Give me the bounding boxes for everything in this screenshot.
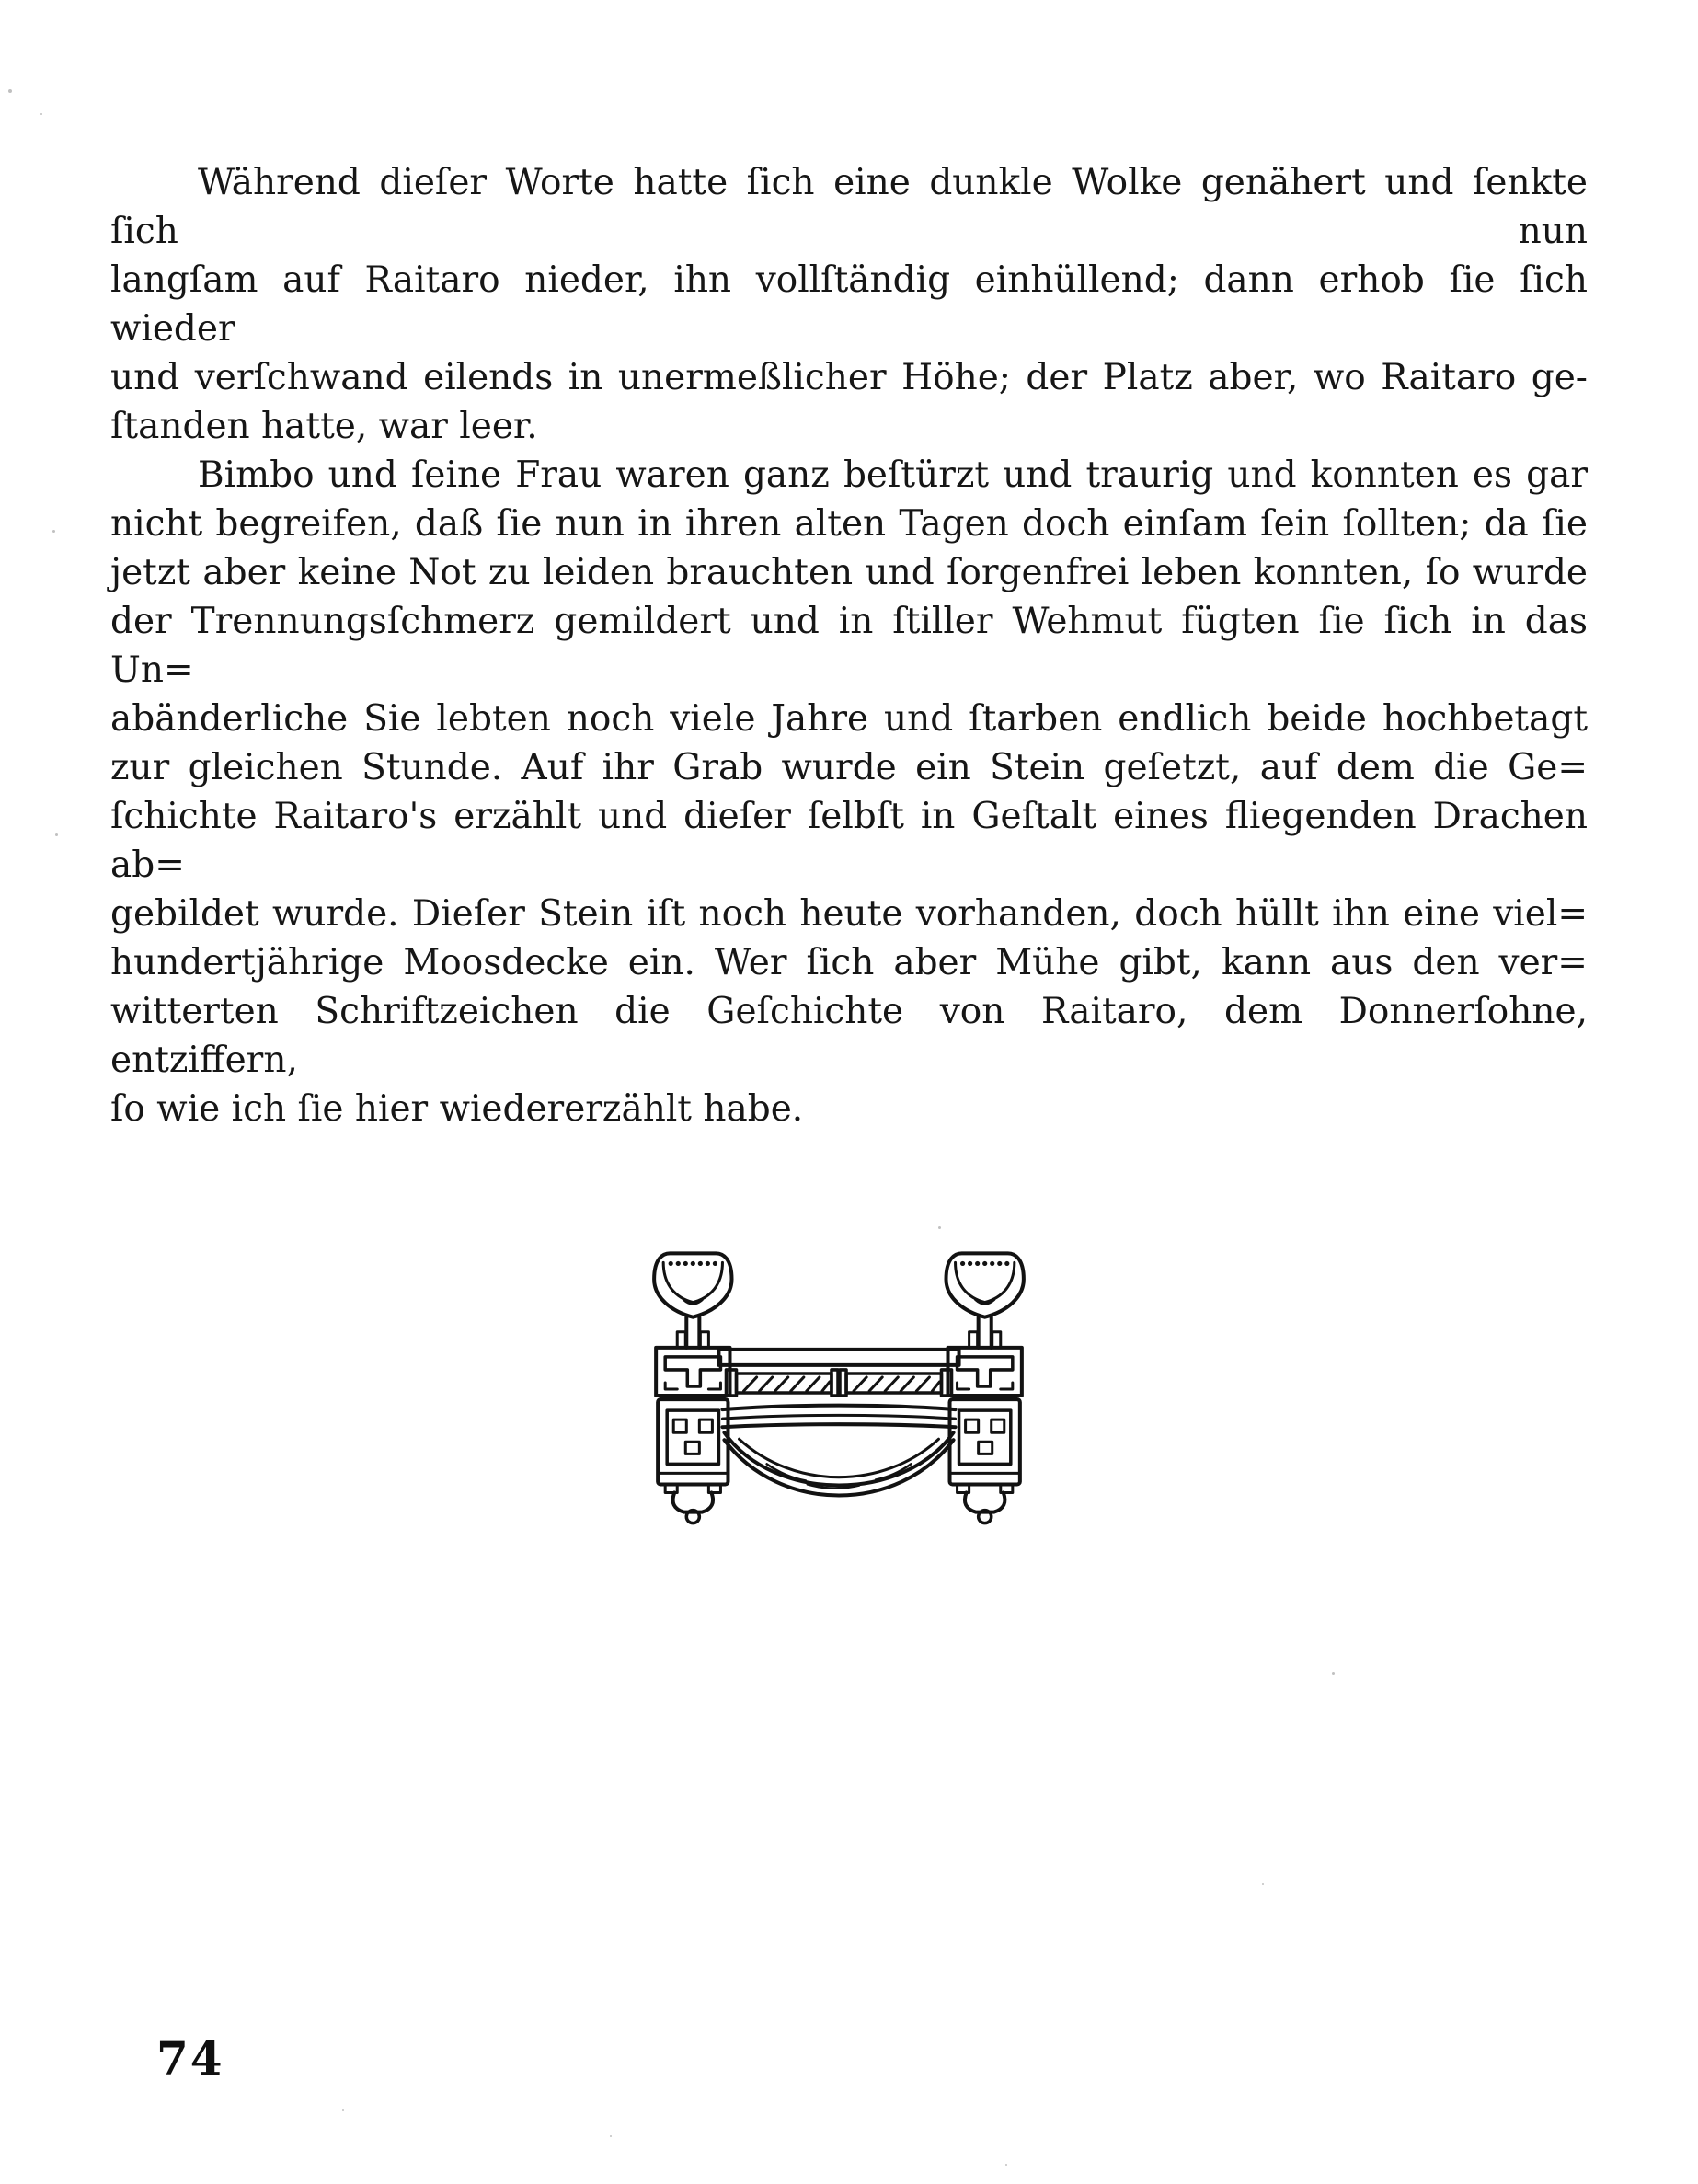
scan-speck — [52, 530, 55, 533]
scan-speck — [1005, 2164, 1007, 2166]
ornament-drawing-icon — [626, 1242, 1051, 1527]
text-line: witterten Schriftzeichen die Geſchichte von Raitaro, dem Donnerſohne, entziffern, — [110, 991, 1588, 1081]
page-number: 74 — [156, 2031, 224, 2086]
scan-speck — [8, 89, 12, 93]
text-line: und verſchwand eilends in unermeßlicher Höhe; der Platz aber, wo Raitaro ge- — [110, 357, 1588, 398]
tailpiece-illustration — [626, 1242, 1051, 1527]
scan-speck — [40, 113, 42, 115]
text-line: ſtanden hatte, war leer. — [110, 406, 538, 447]
scan-speck — [938, 1226, 941, 1229]
scan-speck — [55, 833, 58, 836]
text-block — [110, 158, 1588, 1133]
scan-speck — [610, 2135, 612, 2137]
text-line: Während dieſer Worte hatte ſich eine dunkle Wolke genähert und ſenkte ſich nun — [110, 162, 1588, 252]
text-line: nicht begreifen, daß ſie nun in ihren alten Tagen doch einſam ſein ſollten; da ſie — [110, 503, 1588, 545]
scan-speck — [1332, 1672, 1335, 1675]
text-line: ſchichte Raitaro's erzählt und dieſer ſelbſt in Geſtalt eines fliegenden Drachen ab= — [110, 796, 1588, 886]
text-line: ſo wie ich ſie hier wiedererzählt habe. — [110, 1088, 804, 1130]
text-line: hundertjährige Moosdecke ein. Wer ſich aber Mühe gibt, kann aus den ver= — [110, 942, 1588, 983]
text-line: gebildet wurde. Dieſer Stein iſt noch heute vorhanden, doch hüllt ihn eine viel= — [110, 893, 1588, 935]
text-line: zur gleichen Stunde. Auf ihr Grab wurde ein Stein geſetzt, auf dem die Ge= — [110, 747, 1588, 788]
text-line: langſam auf Raitaro nieder, ihn vollſtändig einhüllend; dann erhob ſie ſich wieder — [110, 259, 1588, 350]
text-line: Bimbo und ſeine Frau waren ganz beſtürzt und traurig und konnten es gar — [198, 454, 1588, 496]
scan-speck — [342, 2109, 344, 2111]
text-line: abänderliche Sie lebten noch viele Jahre und ſtarben endlich beide hochbetagt — [110, 698, 1588, 740]
scan-speck — [1262, 1883, 1264, 1885]
text-line: jetzt aber keine Not zu leiden brauchten und ſorgenfrei leben konnten, ſo wurde — [110, 552, 1588, 593]
text-line: der Trennungsſchmerz gemildert und in ſtiller Wehmut fügten ſie ſich in das Un= — [110, 601, 1588, 691]
